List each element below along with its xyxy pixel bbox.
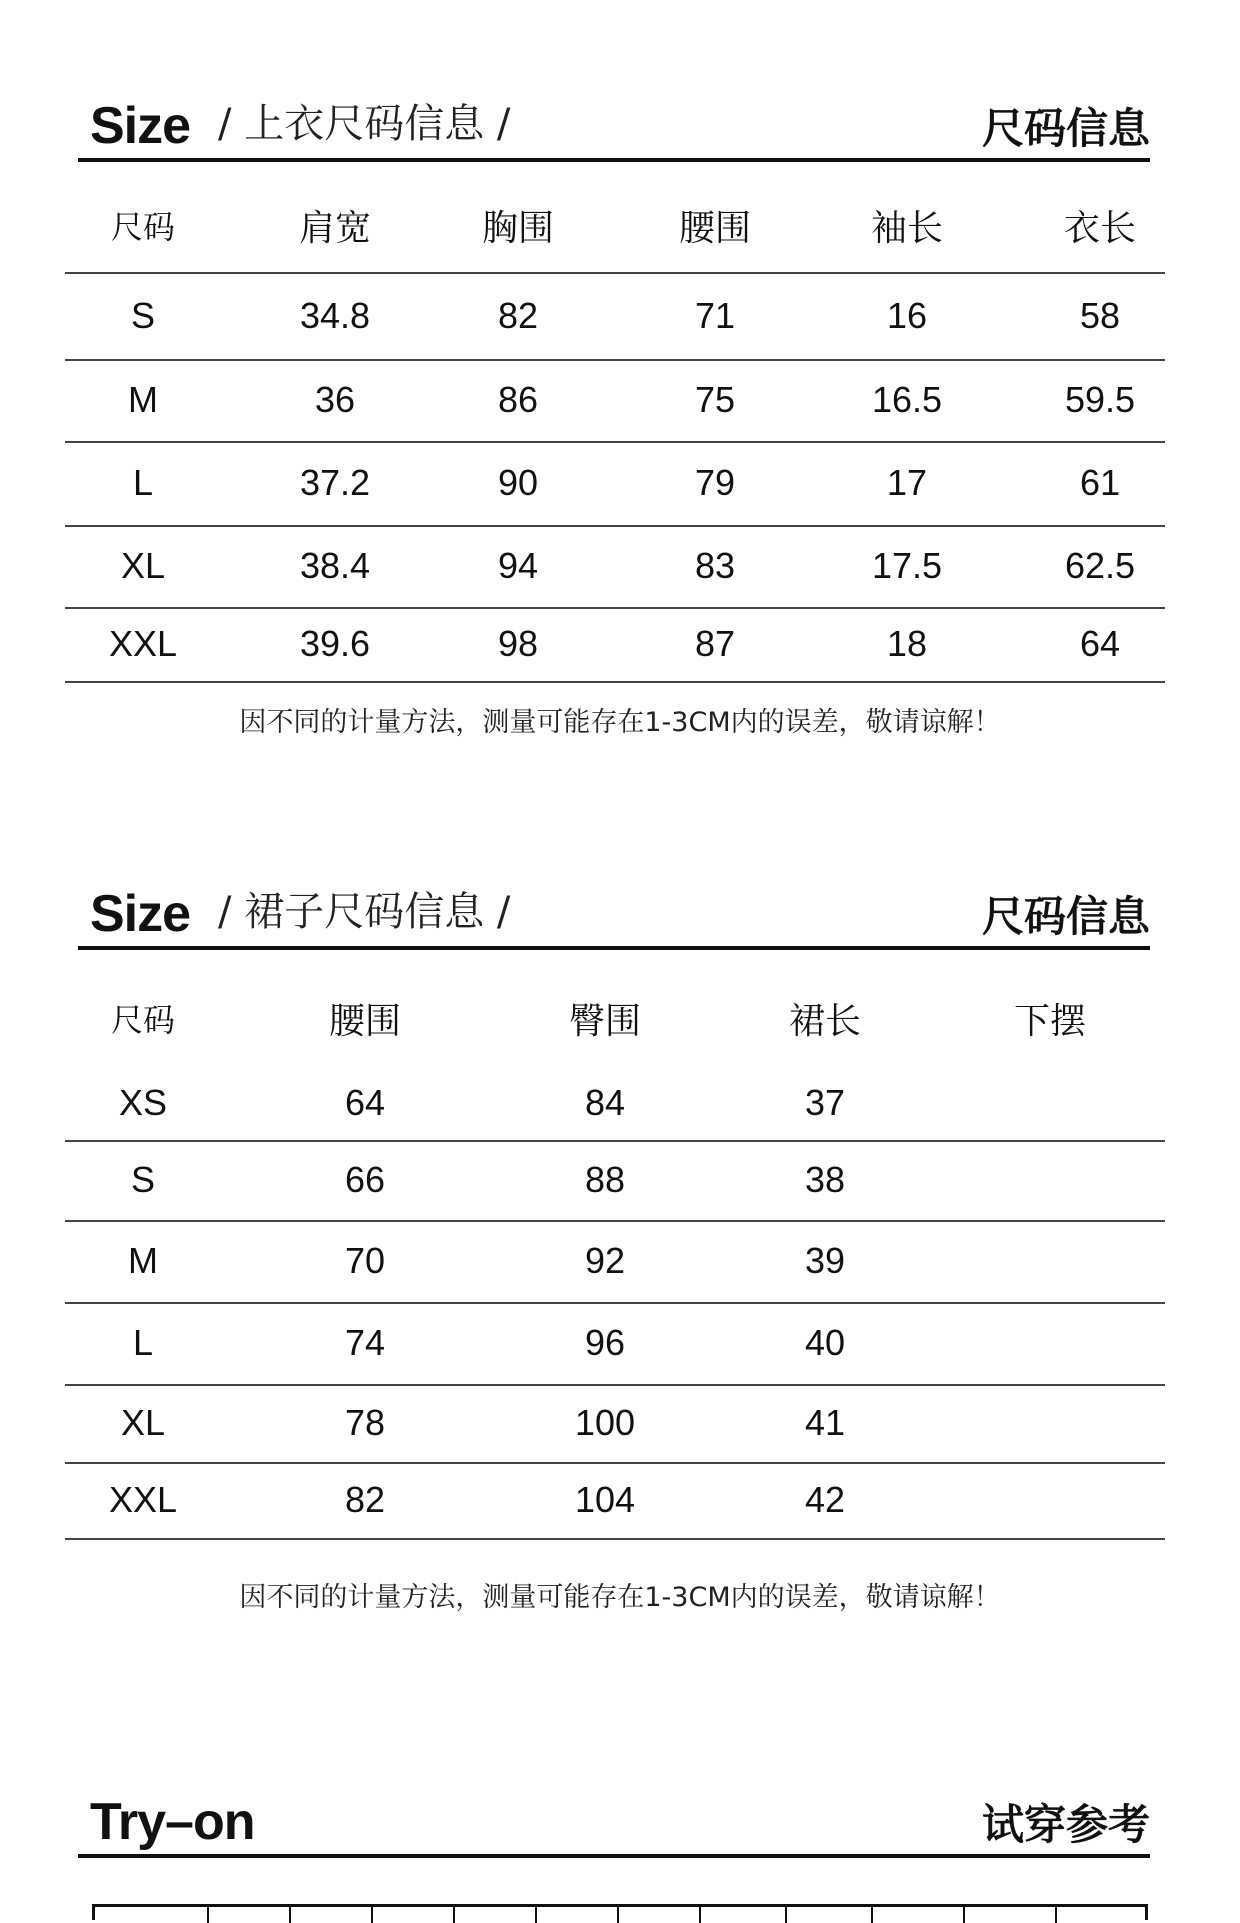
table-cell: 38.4 <box>299 545 371 586</box>
table-cell: 90 <box>497 462 539 503</box>
table-cell: XS <box>118 1082 168 1123</box>
skirt-size-note: 因不同的计量方法，测量可能存在1-3CM内的误差，敬请谅解！ <box>239 1582 1001 1613</box>
skirt-size-table <box>65 990 1165 1540</box>
table-cell: 84 <box>584 1082 626 1123</box>
table-cell: 78 <box>344 1402 386 1443</box>
table-cell: 16.5 <box>871 379 943 420</box>
table-cell: 64 <box>344 1082 386 1123</box>
table-cell: 70 <box>344 1240 386 1281</box>
table-cell: 58 <box>1079 294 1121 336</box>
table-cell: XL <box>120 545 166 586</box>
table-cell: 75 <box>694 379 736 420</box>
table-row <box>65 1142 1165 1222</box>
table-cell: XL <box>120 1402 166 1443</box>
column-header: 尺码 <box>110 1001 176 1039</box>
table-row <box>65 609 1165 683</box>
top-size-title-right: 尺码信息 <box>981 104 1150 153</box>
table-cell: 87 <box>694 623 736 664</box>
table-row <box>65 1304 1165 1386</box>
column-header: 下摆 <box>1013 1001 1087 1042</box>
table-cell: S <box>130 294 156 336</box>
table-cell: 41 <box>804 1402 846 1443</box>
table-cell: 38 <box>804 1159 846 1200</box>
table-cell: 82 <box>344 1479 386 1520</box>
column-header: 臀围 <box>568 1001 642 1042</box>
table-cell: 98 <box>497 623 539 664</box>
table-cell: XXL <box>108 1479 178 1520</box>
table-cell: 16 <box>886 294 928 336</box>
table-cell: M <box>128 1240 158 1281</box>
table-row <box>65 361 1165 443</box>
table-cell: 66 <box>344 1159 386 1200</box>
tryon-header <box>78 1776 1150 1858</box>
table-cell: 17.5 <box>871 545 943 586</box>
top-size-subtitle: / 上衣尺码信息 / <box>218 101 511 147</box>
column-header: 腰围 <box>678 208 752 249</box>
table-cell: XXL <box>108 623 178 664</box>
column-header: 肩宽 <box>298 208 372 249</box>
table-cell: 18 <box>886 623 928 664</box>
column-header: 腰围 <box>328 1001 402 1042</box>
table-cell: 34.8 <box>299 294 371 336</box>
table-cell: 74 <box>344 1322 386 1363</box>
table-cell: 104 <box>574 1479 636 1520</box>
tryon-title-right: 试穿参考 <box>981 1800 1150 1849</box>
table-cell: 39.6 <box>299 623 371 664</box>
column-header: 胸围 <box>481 208 555 249</box>
table-cell: 64 <box>1079 623 1121 664</box>
column-header: 尺码 <box>110 208 176 246</box>
table-cell: 37.2 <box>299 462 371 503</box>
table-row <box>65 1464 1165 1540</box>
table-cell: 37 <box>804 1082 846 1123</box>
table-cell: M <box>128 379 158 420</box>
table-row <box>65 1386 1165 1464</box>
table-row <box>65 1068 1165 1142</box>
table-cell: 39 <box>804 1240 846 1281</box>
skirt-size-header <box>78 866 1150 950</box>
tryon-title: Try–on <box>90 1793 255 1851</box>
skirt-size-title-right: 尺码信息 <box>981 892 1150 941</box>
table-cell: 92 <box>584 1240 626 1281</box>
table-cell: 62.5 <box>1064 545 1136 586</box>
table-cell: 36 <box>314 379 356 420</box>
table-cell: 59.5 <box>1064 379 1136 420</box>
top-size-note: 因不同的计量方法，测量可能存在1-3CM内的误差，敬请谅解！ <box>239 707 1001 738</box>
table-cell: 82 <box>497 294 539 336</box>
table-header-row <box>65 990 1165 1068</box>
table-row <box>65 443 1165 527</box>
table-cell: L <box>132 1322 154 1363</box>
table-cell: S <box>130 1159 156 1200</box>
table-cell: 71 <box>694 294 736 336</box>
table-cell: 42 <box>804 1479 846 1520</box>
tryon-table-edge <box>92 1904 1148 1920</box>
column-header: 袖长 <box>870 208 944 249</box>
table-cell: 17 <box>886 462 928 503</box>
column-header: 裙长 <box>788 1001 862 1042</box>
table-cell: L <box>132 462 154 503</box>
table-cell: 61 <box>1079 462 1121 503</box>
table-cell: 86 <box>497 379 539 420</box>
skirt-size-title: Size <box>90 885 191 943</box>
table-row <box>65 1222 1165 1304</box>
table-cell: 88 <box>584 1159 626 1200</box>
table-cell: 100 <box>574 1402 636 1443</box>
table-cell: 96 <box>584 1322 626 1363</box>
top-size-table <box>65 200 1165 683</box>
column-header: 衣长 <box>1063 208 1137 249</box>
skirt-size-subtitle: / 裙子尺码信息 / <box>218 889 511 935</box>
table-cell: 83 <box>694 545 736 586</box>
top-size-header <box>78 78 1150 162</box>
table-row <box>65 527 1165 609</box>
table-cell: 94 <box>497 545 539 586</box>
table-row <box>65 274 1165 361</box>
table-header-row <box>65 200 1165 274</box>
table-cell: 40 <box>804 1322 846 1363</box>
top-size-title: Size <box>90 97 191 155</box>
table-cell: 79 <box>694 462 736 503</box>
